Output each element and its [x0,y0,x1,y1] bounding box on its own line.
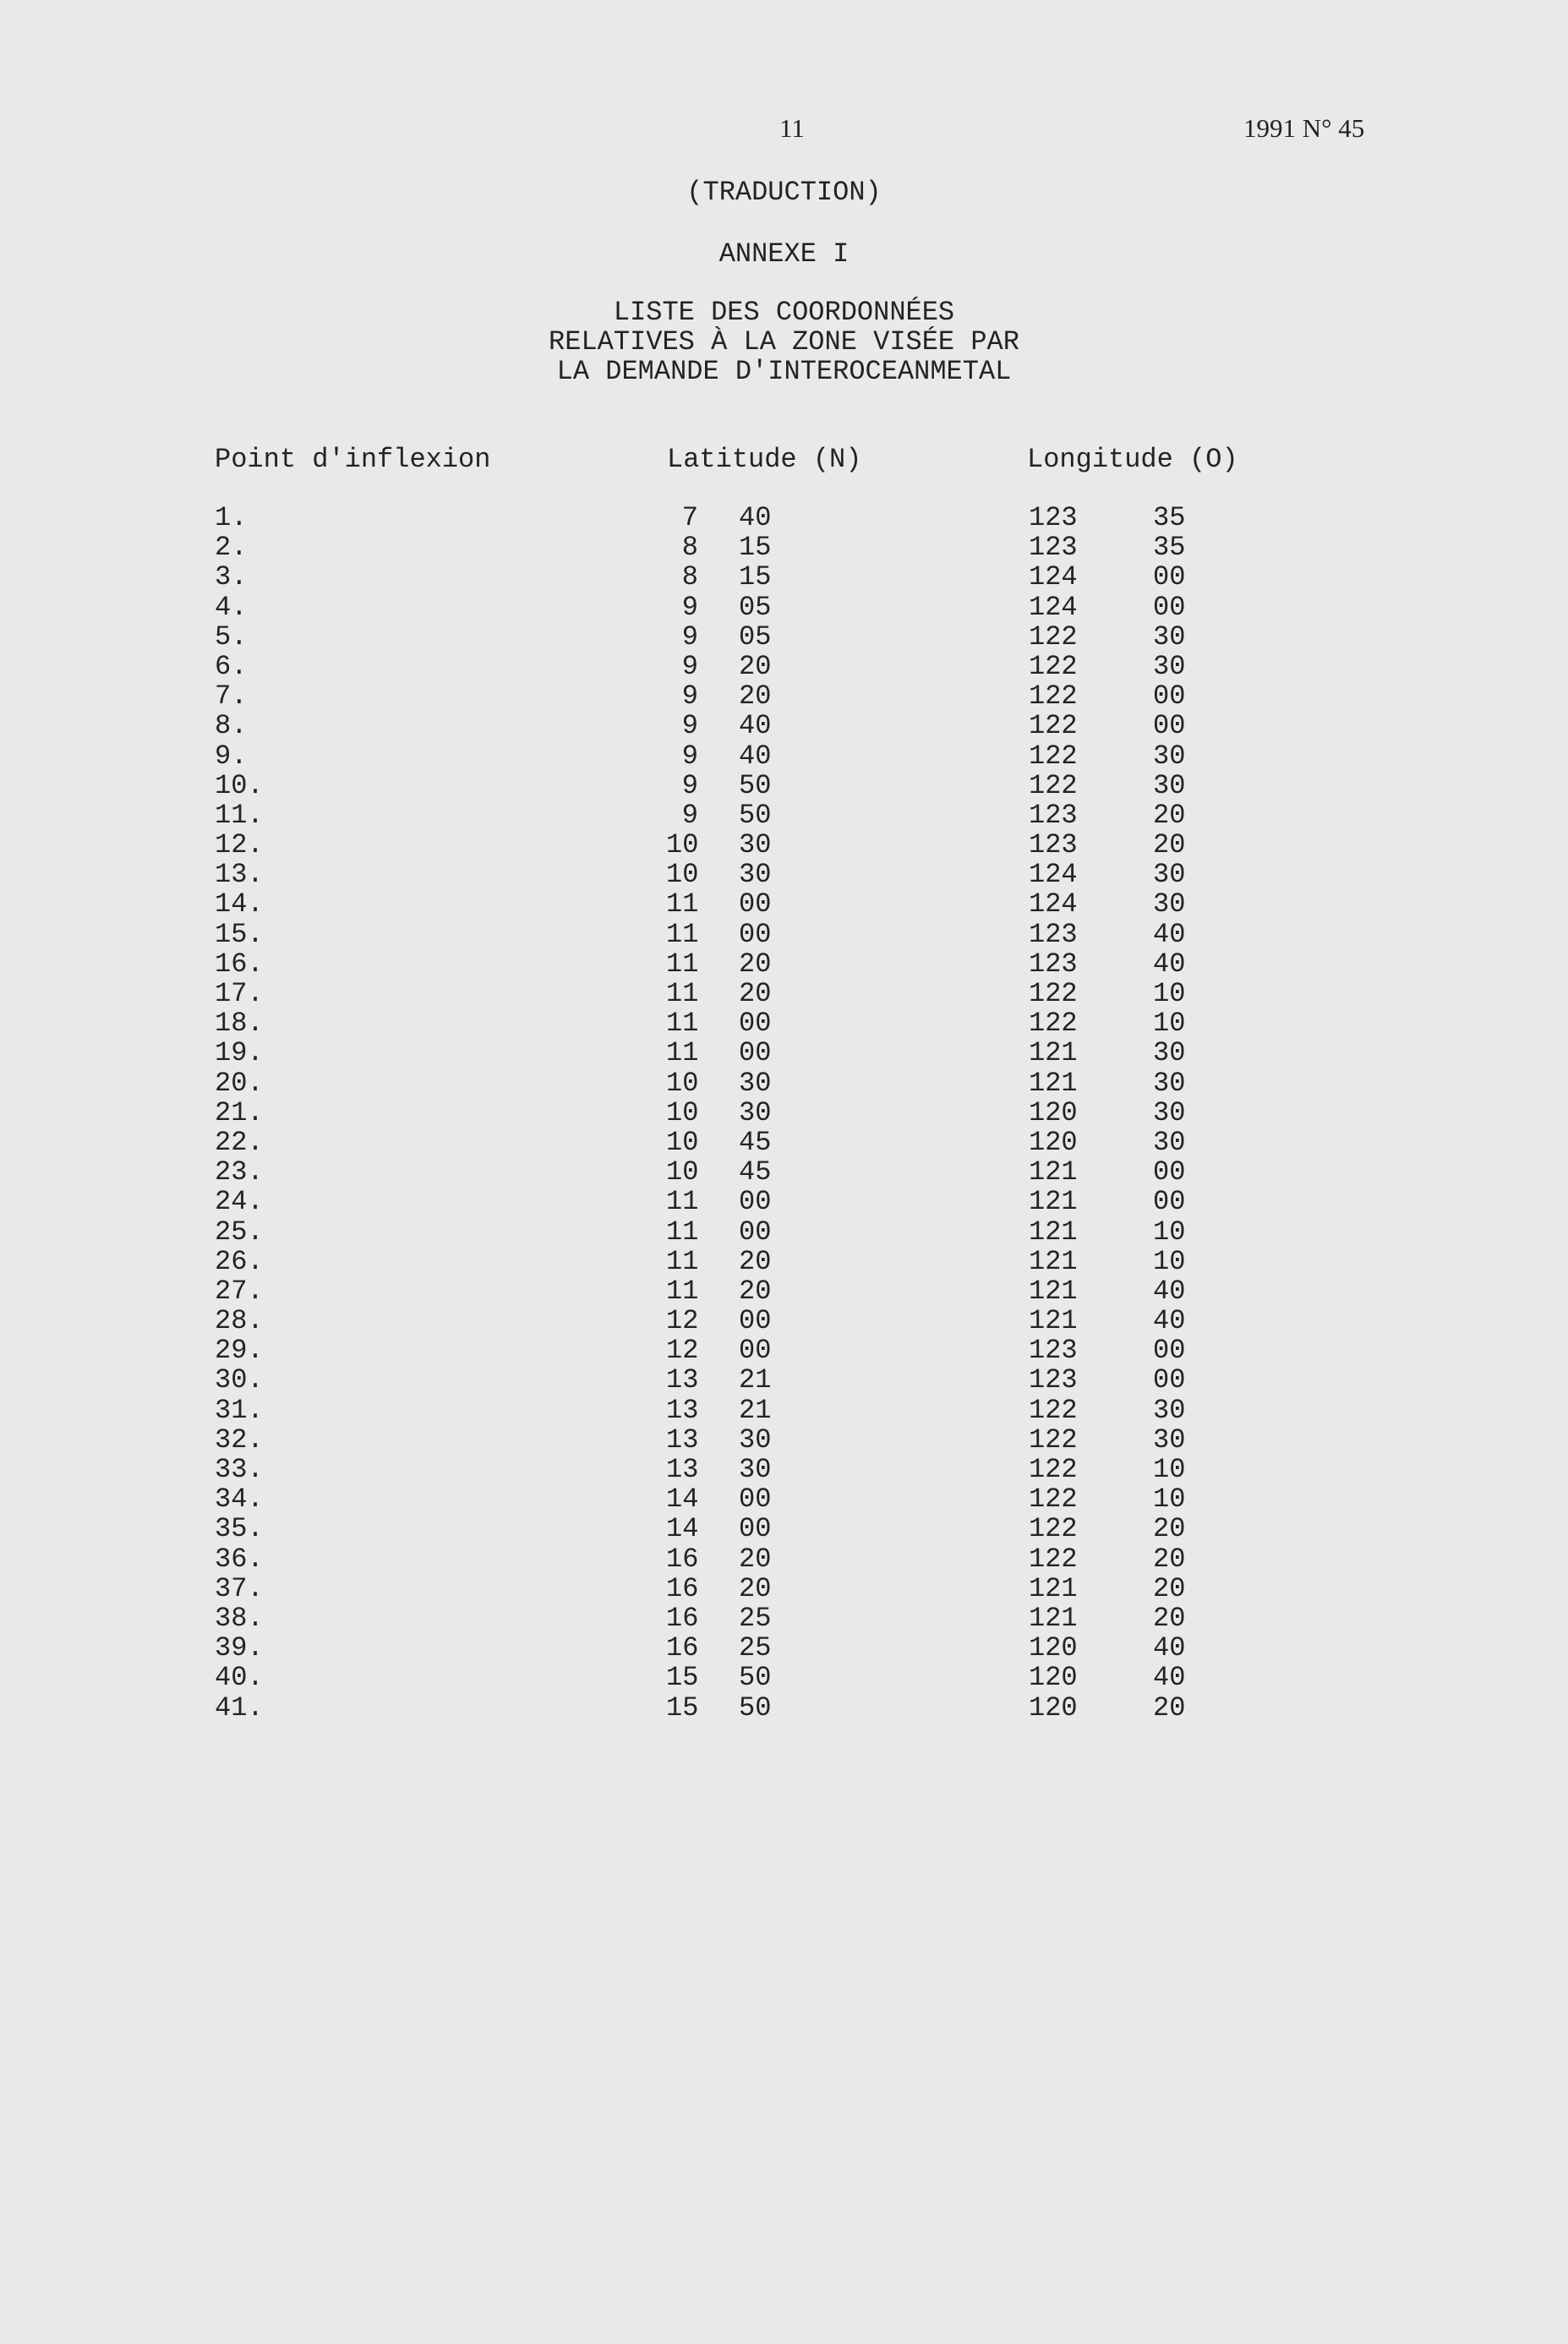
latitude-degrees: 9 [681,650,698,682]
table-row [0,800,1568,830]
table-row [0,503,1568,533]
table-row [0,1396,1568,1425]
latitude-degrees: 11 [666,1008,699,1040]
table-row [0,681,1568,711]
table-row [0,1484,1568,1514]
latitude-minutes: 20 [739,1245,772,1277]
longitude-degrees: 122 [1029,1423,1078,1456]
longitude-degrees: 124 [1029,859,1078,891]
point-number: 4. [215,591,248,623]
table-row [0,622,1568,652]
point-number: 18. [215,1008,264,1040]
table-row [0,652,1568,681]
longitude-minutes: 10 [1153,1483,1186,1516]
latitude-degrees: 10 [666,1156,699,1188]
translation-note: (TRADUCTION) [686,177,882,208]
point-number: 6. [215,650,248,682]
latitude-degrees: 11 [666,1037,699,1069]
longitude-degrees: 121 [1029,1216,1078,1248]
latitude-minutes: 45 [739,1126,772,1158]
point-number: 11. [215,799,264,831]
latitude-minutes: 50 [739,1662,772,1694]
longitude-degrees: 123 [1029,918,1078,950]
latitude-degrees: 16 [666,1543,699,1575]
longitude-degrees: 120 [1029,1662,1078,1694]
latitude-minutes: 20 [739,978,772,1009]
longitude-degrees: 121 [1029,1067,1078,1099]
column-header-latitude: Latitude (N) [667,444,862,475]
latitude-minutes: 00 [739,1186,772,1218]
table-row [0,1038,1568,1068]
longitude-degrees: 122 [1029,1543,1078,1575]
table-row [0,1693,1568,1723]
latitude-minutes: 00 [739,1216,772,1248]
table-row [0,1187,1568,1216]
table-row [0,1128,1568,1157]
table-row [0,711,1568,740]
latitude-degrees: 11 [666,1186,699,1218]
longitude-minutes: 10 [1153,978,1186,1009]
longitude-minutes: 30 [1153,1067,1186,1099]
latitude-degrees: 10 [666,829,699,861]
longitude-minutes: 30 [1153,1126,1186,1158]
longitude-degrees: 121 [1029,1156,1078,1188]
latitude-degrees: 11 [666,888,699,921]
longitude-minutes: 10 [1153,1008,1186,1040]
document-title-line-1: LISTE DES COORDONNÉES [613,297,955,328]
point-number: 26. [215,1245,264,1277]
point-number: 12. [215,829,264,861]
point-number: 16. [215,948,264,980]
latitude-minutes: 25 [739,1602,772,1634]
latitude-degrees: 13 [666,1454,699,1485]
table-row [0,1247,1568,1276]
point-number: 40. [215,1662,264,1694]
latitude-degrees: 11 [666,918,699,950]
point-number: 23. [215,1156,264,1188]
longitude-degrees: 124 [1029,591,1078,623]
column-header-point: Point d'inflexion [215,444,491,475]
latitude-degrees: 13 [666,1394,699,1426]
longitude-minutes: 10 [1153,1245,1186,1277]
longitude-degrees: 121 [1029,1572,1078,1604]
table-row [0,1336,1568,1365]
latitude-minutes: 40 [739,740,772,772]
latitude-degrees: 9 [681,710,698,742]
point-number: 5. [215,620,248,653]
latitude-minutes: 15 [739,561,772,593]
longitude-degrees: 120 [1029,1096,1078,1128]
point-number: 13. [215,859,264,891]
latitude-degrees: 11 [666,948,699,980]
longitude-degrees: 123 [1029,1335,1078,1367]
longitude-minutes: 40 [1153,1632,1186,1664]
latitude-degrees: 14 [666,1513,699,1545]
longitude-degrees: 122 [1029,1394,1078,1426]
longitude-degrees: 122 [1029,710,1078,742]
latitude-degrees: 12 [666,1305,699,1337]
longitude-degrees: 122 [1029,769,1078,801]
table-row [0,741,1568,771]
latitude-degrees: 13 [666,1364,699,1396]
table-row [0,889,1568,919]
point-number: 9. [215,740,248,772]
table-row [0,860,1568,889]
point-number: 28. [215,1305,264,1337]
latitude-minutes: 05 [739,620,772,653]
longitude-minutes: 30 [1153,1394,1186,1426]
longitude-degrees: 121 [1029,1305,1078,1337]
longitude-degrees: 123 [1029,948,1078,980]
latitude-degrees: 10 [666,859,699,891]
table-row [0,1574,1568,1604]
point-number: 3. [215,561,248,593]
latitude-degrees: 10 [666,1096,699,1128]
table-row [0,1604,1568,1633]
latitude-minutes: 00 [739,1483,772,1516]
longitude-degrees: 121 [1029,1186,1078,1218]
latitude-degrees: 9 [681,591,698,623]
longitude-minutes: 20 [1153,799,1186,831]
table-row [0,1068,1568,1098]
longitude-minutes: 30 [1153,1096,1186,1128]
latitude-minutes: 21 [739,1394,772,1426]
longitude-degrees: 124 [1029,888,1078,921]
point-number: 27. [215,1275,264,1307]
longitude-degrees: 123 [1029,829,1078,861]
longitude-minutes: 30 [1153,859,1186,891]
longitude-degrees: 121 [1029,1245,1078,1277]
latitude-minutes: 40 [739,502,772,533]
table-row [0,1306,1568,1336]
table-row [0,1544,1568,1574]
longitude-minutes: 10 [1153,1454,1186,1485]
longitude-minutes: 40 [1153,1662,1186,1694]
latitude-minutes: 05 [739,591,772,623]
latitude-minutes: 20 [739,948,772,980]
longitude-minutes: 40 [1153,1275,1186,1307]
latitude-degrees: 15 [666,1662,699,1694]
latitude-minutes: 20 [739,1572,772,1604]
table-row [0,949,1568,979]
latitude-degrees: 11 [666,1216,699,1248]
coordinates-table [0,503,1568,1723]
longitude-minutes: 35 [1153,502,1186,533]
longitude-degrees: 120 [1029,1126,1078,1158]
longitude-degrees: 122 [1029,1483,1078,1516]
point-number: 34. [215,1483,264,1516]
latitude-minutes: 30 [739,1454,772,1485]
table-row [0,1663,1568,1692]
latitude-minutes: 00 [739,1037,772,1069]
longitude-minutes: 30 [1153,888,1186,921]
longitude-minutes: 30 [1153,769,1186,801]
latitude-degrees: 11 [666,1275,699,1307]
latitude-degrees: 8 [681,561,698,593]
gazette-reference: 1991 N° 45 [1243,113,1365,143]
latitude-minutes: 50 [739,1691,772,1724]
table-row [0,1425,1568,1455]
point-number: 35. [215,1513,264,1545]
longitude-degrees: 122 [1029,1008,1078,1040]
table-row [0,830,1568,860]
point-number: 10. [215,769,264,801]
point-number: 7. [215,680,248,713]
point-number: 19. [215,1037,264,1069]
latitude-degrees: 11 [666,1245,699,1277]
point-number: 2. [215,532,248,564]
table-row [0,1276,1568,1306]
longitude-minutes: 30 [1153,1423,1186,1456]
longitude-minutes: 20 [1153,1572,1186,1604]
longitude-minutes: 20 [1153,1691,1186,1724]
longitude-minutes: 30 [1153,620,1186,653]
latitude-minutes: 00 [739,1335,772,1367]
longitude-degrees: 120 [1029,1691,1078,1724]
longitude-minutes: 00 [1153,710,1186,742]
longitude-minutes: 20 [1153,1513,1186,1545]
latitude-degrees: 9 [681,680,698,713]
latitude-minutes: 21 [739,1364,772,1396]
point-number: 39. [215,1632,264,1664]
latitude-minutes: 15 [739,532,772,564]
point-number: 14. [215,888,264,921]
longitude-degrees: 121 [1029,1275,1078,1307]
table-row [0,1217,1568,1247]
point-number: 33. [215,1454,264,1485]
point-number: 32. [215,1423,264,1456]
document-title-line-3: LA DEMANDE D'INTEROCEANMETAL [556,356,1012,387]
latitude-degrees: 16 [666,1572,699,1604]
longitude-minutes: 30 [1153,650,1186,682]
latitude-minutes: 30 [739,1067,772,1099]
latitude-minutes: 30 [739,1423,772,1456]
table-row [0,533,1568,562]
latitude-minutes: 00 [739,1008,772,1040]
table-row [0,1008,1568,1038]
latitude-minutes: 00 [739,918,772,950]
table-row [0,1514,1568,1544]
latitude-minutes: 00 [739,1513,772,1545]
point-number: 30. [215,1364,264,1396]
point-number: 36. [215,1543,264,1575]
latitude-degrees: 15 [666,1691,699,1724]
table-row [0,920,1568,949]
point-number: 1. [215,502,248,533]
column-header-longitude: Longitude (O) [1027,444,1238,475]
table-row [0,593,1568,622]
point-number: 17. [215,978,264,1009]
longitude-minutes: 00 [1153,1186,1186,1218]
longitude-minutes: 40 [1153,1305,1186,1337]
longitude-minutes: 10 [1153,1216,1186,1248]
longitude-minutes: 00 [1153,1364,1186,1396]
latitude-degrees: 13 [666,1423,699,1456]
longitude-degrees: 122 [1029,680,1078,713]
point-number: 29. [215,1335,264,1367]
longitude-degrees: 123 [1029,502,1078,533]
longitude-degrees: 120 [1029,1632,1078,1664]
latitude-minutes: 45 [739,1156,772,1188]
latitude-degrees: 10 [666,1126,699,1158]
latitude-minutes: 20 [739,680,772,713]
table-row [0,562,1568,592]
longitude-minutes: 30 [1153,1037,1186,1069]
longitude-minutes: 00 [1153,1156,1186,1188]
table-row [0,1365,1568,1395]
point-number: 37. [215,1572,264,1604]
table-row [0,1098,1568,1128]
longitude-degrees: 121 [1029,1602,1078,1634]
longitude-degrees: 123 [1029,532,1078,564]
longitude-minutes: 20 [1153,1602,1186,1634]
document-title-line-2: RELATIVES À LA ZONE VISÉE PAR [549,326,1019,358]
latitude-degrees: 16 [666,1602,699,1634]
latitude-minutes: 50 [739,799,772,831]
latitude-minutes: 25 [739,1632,772,1664]
longitude-minutes: 00 [1153,680,1186,713]
latitude-degrees: 14 [666,1483,699,1516]
longitude-degrees: 122 [1029,740,1078,772]
point-number: 31. [215,1394,264,1426]
point-number: 24. [215,1186,264,1218]
latitude-minutes: 20 [739,650,772,682]
latitude-minutes: 20 [739,1275,772,1307]
latitude-minutes: 30 [739,829,772,861]
annex-heading: ANNEXE I [718,238,850,270]
page-number: 11 [779,113,805,143]
point-number: 15. [215,918,264,950]
point-number: 21. [215,1096,264,1128]
longitude-minutes: 00 [1153,591,1186,623]
longitude-degrees: 122 [1029,650,1078,682]
longitude-minutes: 20 [1153,829,1186,861]
longitude-minutes: 30 [1153,740,1186,772]
longitude-degrees: 122 [1029,978,1078,1009]
longitude-degrees: 123 [1029,799,1078,831]
longitude-degrees: 122 [1029,1454,1078,1485]
longitude-minutes: 00 [1153,561,1186,593]
longitude-degrees: 124 [1029,561,1078,593]
longitude-degrees: 122 [1029,620,1078,653]
table-row [0,1157,1568,1187]
latitude-degrees: 8 [681,532,698,564]
latitude-degrees: 9 [681,740,698,772]
latitude-degrees: 10 [666,1067,699,1099]
latitude-minutes: 00 [739,888,772,921]
point-number: 22. [215,1126,264,1158]
latitude-degrees: 9 [681,799,698,831]
table-row [0,979,1568,1008]
longitude-minutes: 40 [1153,918,1186,950]
longitude-minutes: 20 [1153,1543,1186,1575]
point-number: 20. [215,1067,264,1099]
table-row [0,1455,1568,1484]
latitude-minutes: 30 [739,1096,772,1128]
latitude-degrees: 9 [681,769,698,801]
point-number: 41. [215,1691,264,1724]
latitude-degrees: 9 [681,620,698,653]
longitude-degrees: 122 [1029,1513,1078,1545]
latitude-minutes: 40 [739,710,772,742]
table-row [0,771,1568,800]
latitude-degrees: 11 [666,978,699,1009]
latitude-degrees: 12 [666,1335,699,1367]
latitude-minutes: 50 [739,769,772,801]
longitude-degrees: 121 [1029,1037,1078,1069]
longitude-degrees: 123 [1029,1364,1078,1396]
latitude-degrees: 16 [666,1632,699,1664]
latitude-minutes: 00 [739,1305,772,1337]
table-row [0,1633,1568,1663]
point-number: 8. [215,710,248,742]
latitude-minutes: 20 [739,1543,772,1575]
longitude-minutes: 35 [1153,532,1186,564]
longitude-minutes: 40 [1153,948,1186,980]
point-number: 38. [215,1602,264,1634]
latitude-minutes: 30 [739,859,772,891]
point-number: 25. [215,1216,264,1248]
longitude-minutes: 00 [1153,1335,1186,1367]
latitude-degrees: 7 [681,502,698,533]
